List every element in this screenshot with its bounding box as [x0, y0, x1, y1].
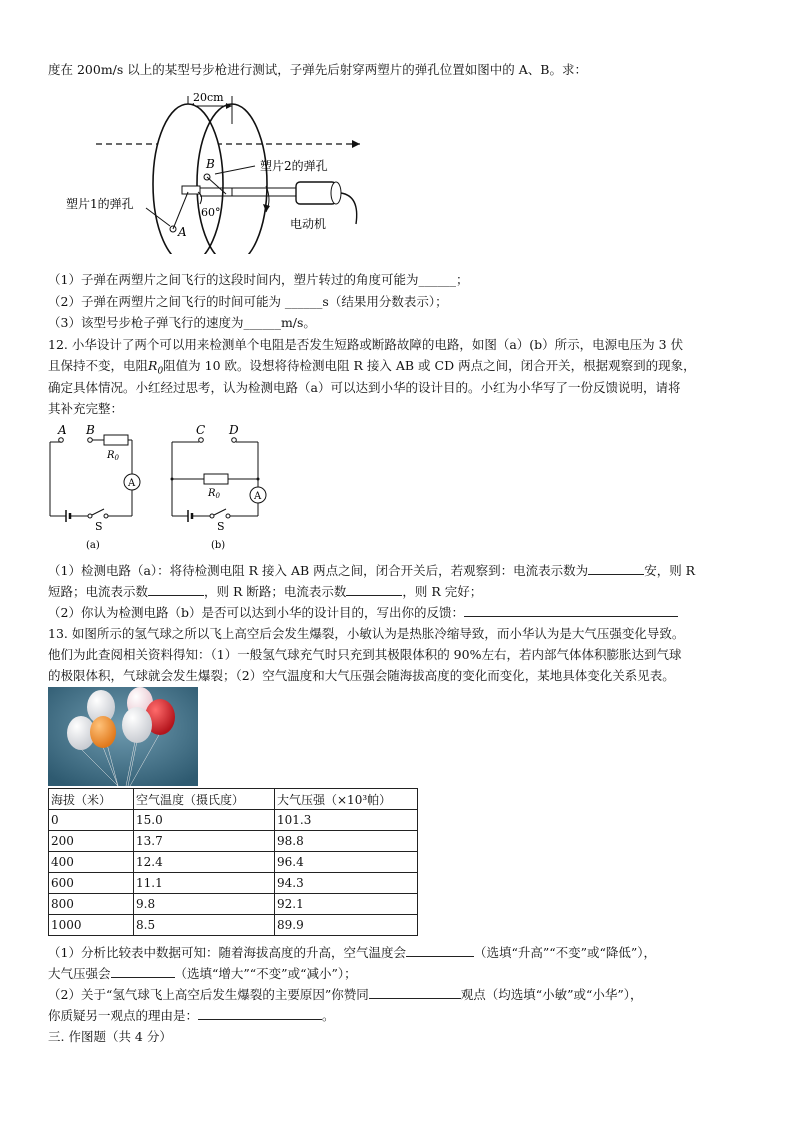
switch [92, 509, 104, 515]
q13-part2-line2: 你质疑另一观点的理由是： 。 [48, 1008, 335, 1023]
answer-blank[interactable] [148, 583, 204, 596]
q13-line3: 的极限体积，气球就会发生爆裂；（2）空气温度和大气压强会随海拔高度的变化而变化，某地具体变化关系见表。 [48, 668, 675, 683]
table-row [49, 873, 418, 894]
table-cell: 200 [49, 831, 134, 852]
q12-part1-line1: （1）检测电路（a）：将待检测电阻 R 接入 AB 两点之间，闭合开关后，若观察到：电流表示数为 安，则 R [48, 563, 696, 578]
answer-blank[interactable] [406, 944, 474, 957]
label-b: B [206, 157, 215, 171]
altitude-data-table [48, 788, 418, 936]
table-cell: 1000 [49, 915, 134, 936]
svg-text:A: A [128, 478, 136, 489]
circuit-b [166, 420, 278, 552]
table-cell: 800 [49, 894, 134, 915]
table-row [49, 915, 418, 936]
resistor-r0 [104, 435, 128, 445]
balloons-photo [48, 687, 198, 786]
rotating-sheets-figure [60, 84, 370, 254]
terminal-d-label: D [229, 423, 239, 437]
table-cell: 9.8 [134, 894, 275, 915]
table-row [49, 894, 418, 915]
table-cell: 13.7 [134, 831, 275, 852]
answer-blank[interactable] [588, 562, 644, 575]
q11-part1: （1）子弹在两塑片之间飞行的这段时间内，塑片转过的角度可能为______； [48, 272, 469, 287]
table-cell: 94.3 [275, 873, 418, 894]
table-header: 大气压强（×10³帕） [275, 789, 418, 810]
svg-text:S: S [217, 520, 225, 533]
table-cell: 89.9 [275, 915, 418, 936]
table-cell: 400 [49, 852, 134, 873]
distance-label: 20cm [193, 91, 224, 104]
table-row [49, 810, 418, 831]
q11-part3: （3）该型号步枪子弹飞行的速度为______m/s。 [48, 315, 316, 330]
answer-blank[interactable] [369, 986, 461, 999]
q12-part2: （2）你认为检测电路（b）是否可以达到小华的设计目的，写出你的反馈： [48, 604, 678, 622]
q11-part2: （2）子弹在两塑片之间飞行的时间可能为 ______s（结果用分数表示）； [48, 294, 448, 309]
table-cell: 8.5 [134, 915, 275, 936]
q13-part1-line2: 大气压强会 （选填“增大”“不变”或“减小”）； [48, 966, 357, 981]
intro-line: 度在 200m/s 以上的某型号步枪进行测试，子弹先后射穿两塑片的弹孔位置如图中的 A、B。求： [48, 62, 587, 77]
circuit-a [44, 420, 156, 552]
q13-line2: 他们为此查阅相关资料得知：（1）一般氢气球充气时只充到其极限体积的 90%左右，若内部气体体积膨胀达到气球 [48, 647, 682, 662]
table-row [49, 852, 418, 873]
svg-text:A: A [254, 491, 262, 502]
q12-line1: 12. 小华设计了两个可以用来检测单个电阻是否发生短路或断路故障的电路，如图（a）(b）所示，电源电压为 3 伏 [48, 337, 684, 352]
q13-line1: 13. 如图所示的氢气球之所以飞上高空后会发生爆裂，小敏认为是热胀冷缩导致，而小华认为是大气压强变化导致。 [48, 626, 685, 641]
table-header-row [49, 789, 418, 810]
caption-b: (b) [211, 540, 226, 551]
answer-blank[interactable] [111, 965, 175, 978]
table-cell: 96.4 [275, 852, 418, 873]
q12-line3: 确定具体情况。小红经过思考，认为检测电路（a）可以达到小华的设计目的。小红为小华写了一份反馈说明，请将 [48, 380, 681, 395]
q13-part2-line1: （2）关于“氢气球飞上高空后发生爆裂的主要原因”你赞同 观点（均选填“小敏”或“小华”）， [48, 987, 643, 1002]
caption-a: (a) [86, 540, 100, 551]
table-header: 海拔（米） [49, 789, 134, 810]
terminal-a-label: A [58, 423, 67, 437]
q12-part1-line2: 短路；电流表示数 ，则 R 断路；电流表示数 ，则 R 完好； [48, 584, 483, 599]
resistor-r0-b [204, 474, 228, 484]
table-cell: 92.1 [275, 894, 418, 915]
answer-blank[interactable] [346, 583, 402, 596]
table-cell: 98.8 [275, 831, 418, 852]
table-row [49, 831, 418, 852]
svg-text:R0: $R_0$ [107, 450, 119, 462]
table-cell: 0 [49, 810, 134, 831]
table-cell: 11.1 [134, 873, 275, 894]
q13-part1-line1: （1）分析比较表中数据可知：随着海拔高度的升高，空气温度会 （选填“升高”“不变”或“降低”）， [48, 945, 657, 960]
table-cell: 101.3 [275, 810, 418, 831]
svg-text:R0: $R_0$ [208, 488, 220, 500]
table-cell: 600 [49, 873, 134, 894]
answer-blank[interactable] [198, 1007, 322, 1020]
motor-label: 电动机 [290, 217, 327, 231]
q12-line4: 其补充完整： [48, 401, 124, 416]
section-3-heading: 三. 作图题（共 4 分） [48, 1029, 172, 1044]
answer-blank[interactable] [464, 604, 678, 617]
terminal-c-label: C [196, 423, 206, 437]
q12-line2: 且保持不变，电阻$R_0$阻值为 10 欧。设想将待检测电阻 R 接入 AB 或 CD 两点之间，闭合开关，根据观察到的现象， [48, 358, 696, 377]
terminal-b-label: B [86, 423, 95, 437]
table-header: 空气温度（摄氏度） [134, 789, 275, 810]
r0-symbol: $R_0$ [148, 358, 164, 377]
angle-label: 60° [201, 206, 221, 219]
label-a: A [178, 225, 187, 239]
table-cell: 12.4 [134, 852, 275, 873]
table-cell: 15.0 [134, 810, 275, 831]
hole1-label: 塑片1的弹孔 [66, 197, 134, 211]
svg-text:S: S [95, 520, 103, 533]
hole2-label: 塑片2的弹孔 [260, 159, 328, 173]
